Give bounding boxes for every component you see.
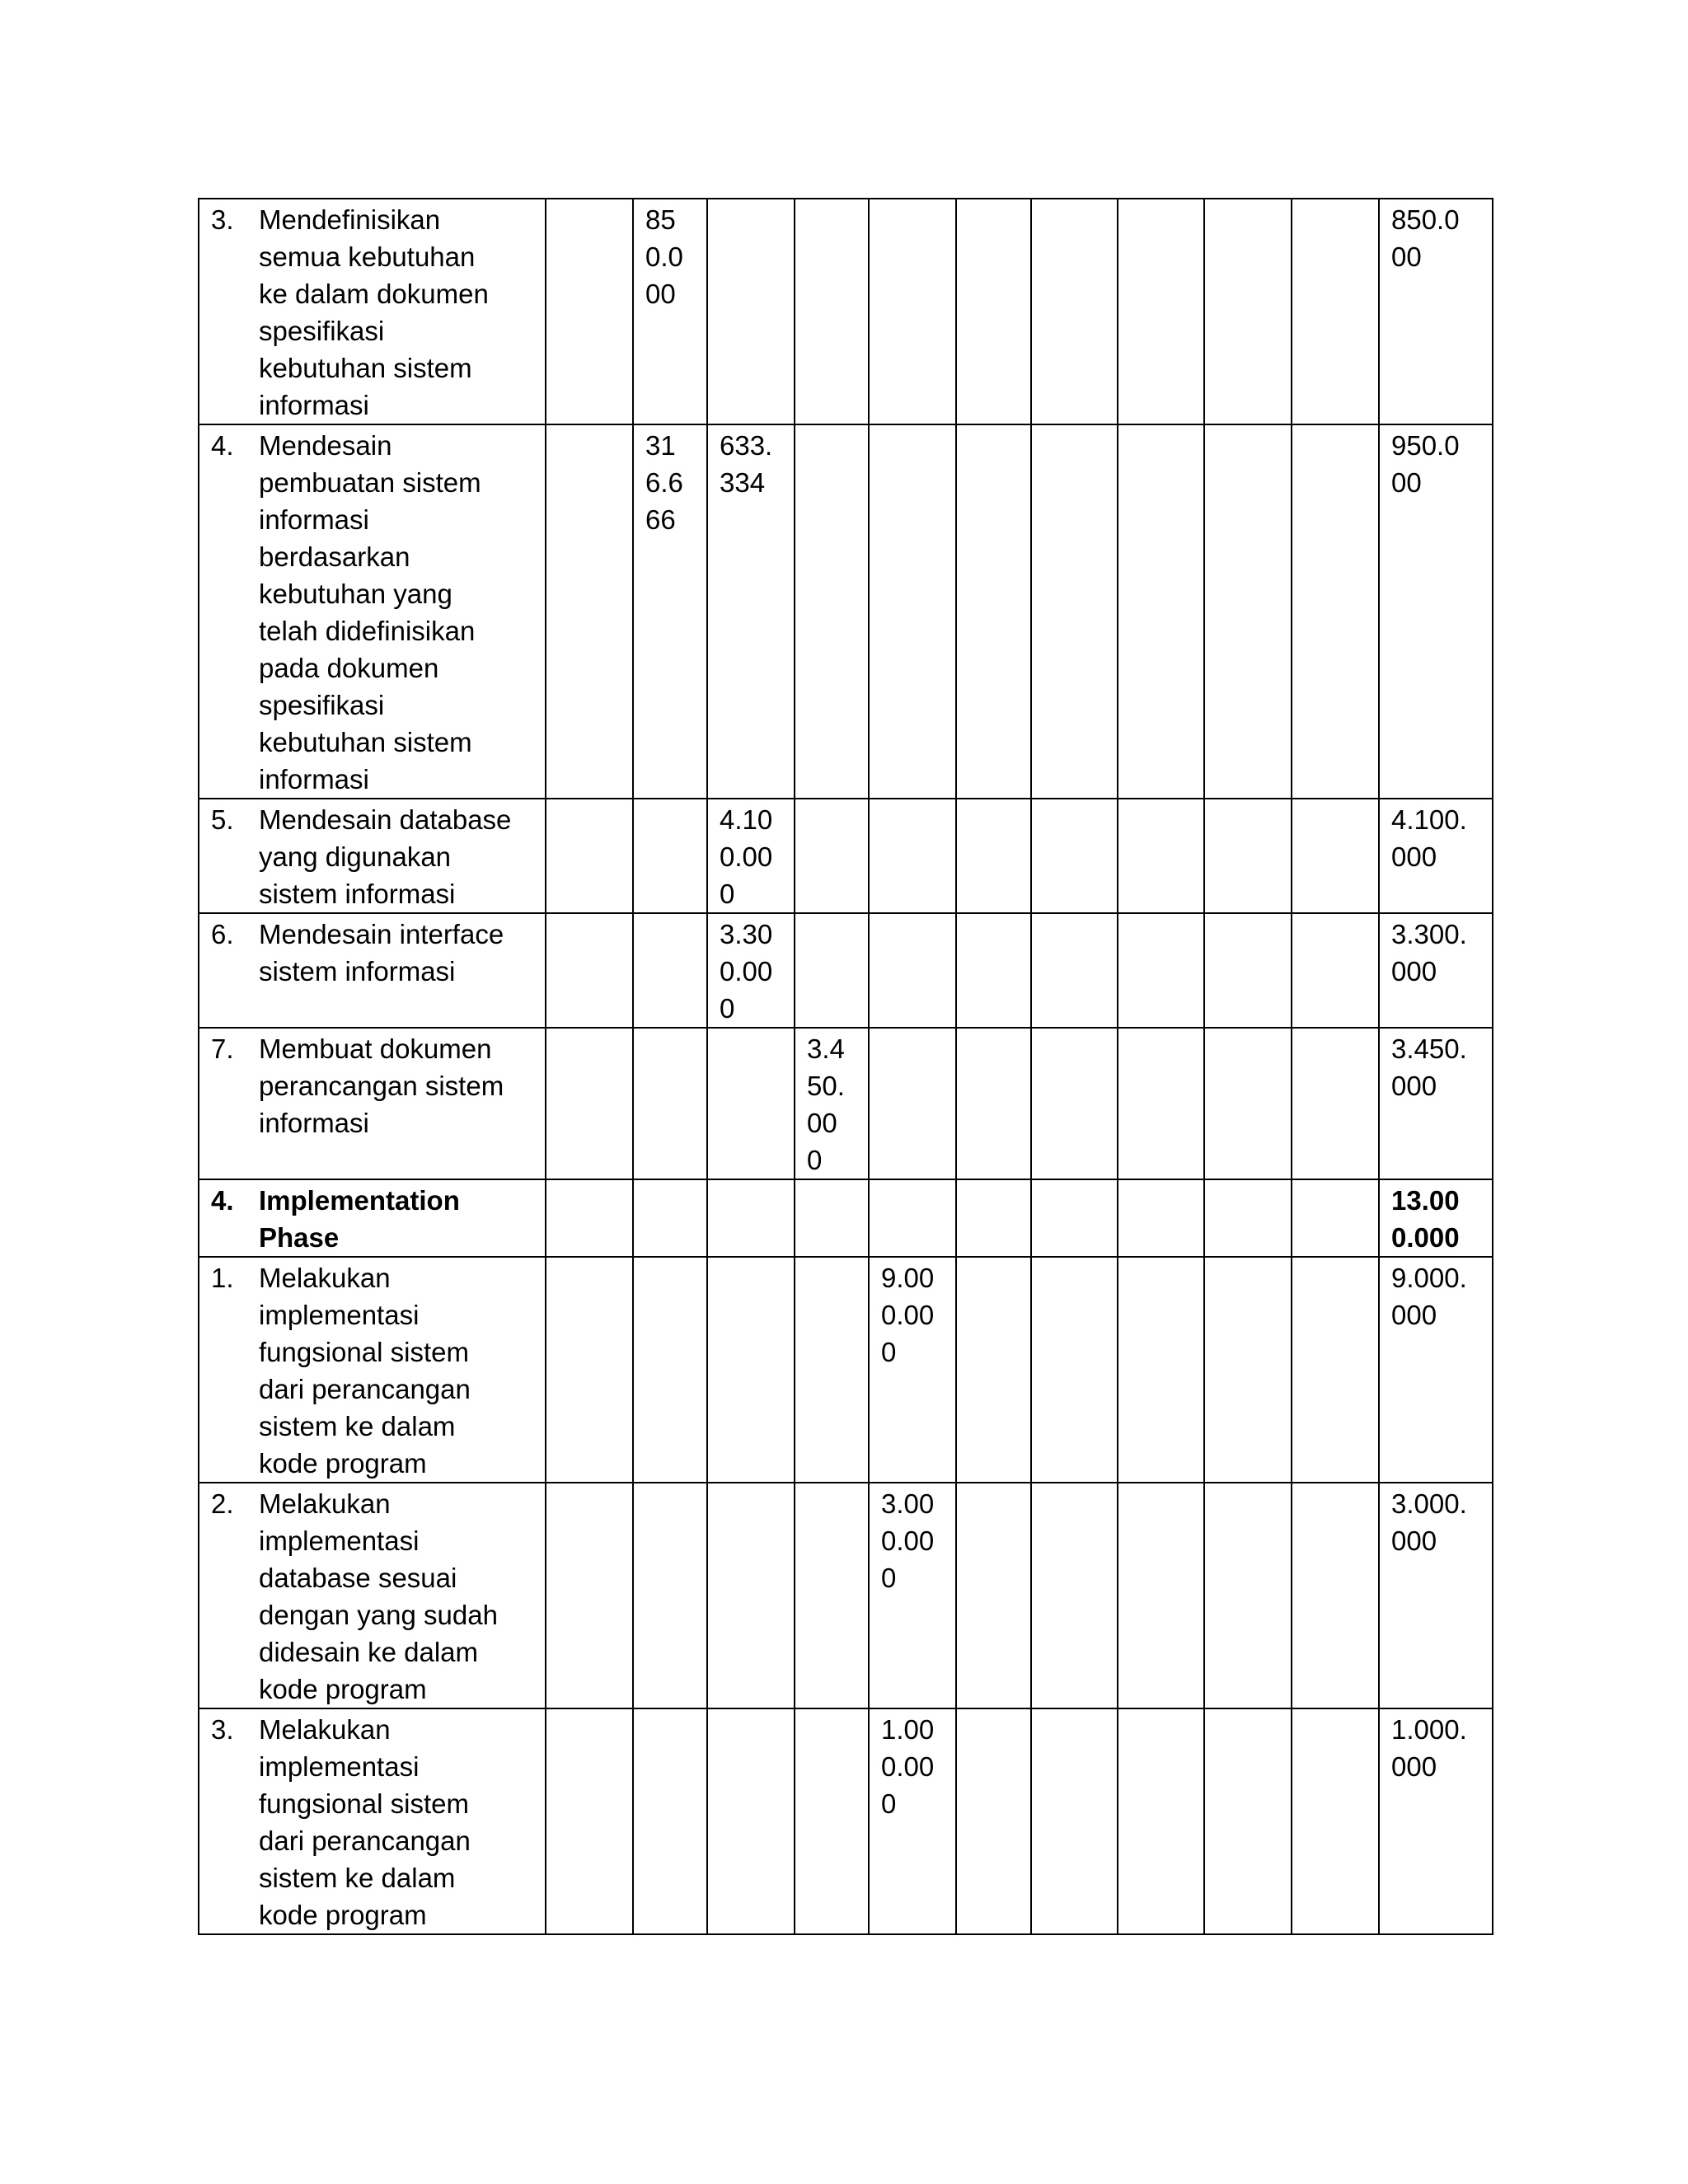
- activity-cell: [199, 913, 546, 1028]
- period-cost-cell: [633, 1028, 707, 1179]
- period-cost-cell: [1292, 199, 1379, 424]
- period-cost-cell: [956, 799, 1031, 913]
- period-cost-cell: 1.00 0.00 0: [869, 1708, 956, 1934]
- item-number: 5.: [211, 804, 234, 835]
- period-cost-cell: [1204, 1028, 1292, 1179]
- activity-description: Mendesain pembuatan sistem informasi berdasarkan kebutuhan yang telah didefinisikan pada dokumen spesifikasi kebutuhan sistem informasi: [259, 430, 481, 794]
- period-cost-cell: [956, 1179, 1031, 1257]
- period-cost-cell: [1204, 1483, 1292, 1708]
- activity-description: Mendesain database yang digunakan sistem informasi: [259, 804, 512, 909]
- period-cost-cell: [1118, 1708, 1204, 1934]
- table-row: [199, 424, 1493, 799]
- total-cost-cell: 4.100. 000: [1379, 799, 1493, 913]
- period-cost-cell: 3.30 0.00 0: [707, 913, 795, 1028]
- period-cost-cell: [869, 424, 956, 799]
- period-cost-cell: [1292, 1483, 1379, 1708]
- total-cost-cell: 950.0 00: [1379, 424, 1493, 799]
- period-cost-cell: 9.00 0.00 0: [869, 1257, 956, 1483]
- period-cost-cell: [1204, 424, 1292, 799]
- period-cost-cell: [546, 1708, 633, 1934]
- period-cost-cell: [956, 913, 1031, 1028]
- table-row: [199, 1708, 1493, 1934]
- period-cost-cell: [707, 1179, 795, 1257]
- period-cost-cell: [1292, 1028, 1379, 1179]
- period-cost-cell: [1292, 1179, 1379, 1257]
- period-cost-cell: [956, 424, 1031, 799]
- period-cost-cell: [707, 199, 795, 424]
- table-row: [199, 199, 1493, 424]
- period-cost-cell: [795, 913, 869, 1028]
- period-cost-cell: [1204, 199, 1292, 424]
- period-cost-cell: [1031, 1028, 1118, 1179]
- period-cost-cell: [956, 1708, 1031, 1934]
- table-row: [199, 1179, 1493, 1257]
- period-cost-cell: [546, 1028, 633, 1179]
- period-cost-cell: [1292, 424, 1379, 799]
- period-cost-cell: [1204, 1708, 1292, 1934]
- item-number: 3.: [211, 204, 234, 235]
- period-cost-cell: [1031, 913, 1118, 1028]
- period-cost-cell: [1031, 1708, 1118, 1934]
- period-cost-cell: [1204, 1257, 1292, 1483]
- table-row: [199, 913, 1493, 1028]
- period-cost-cell: [707, 1028, 795, 1179]
- period-cost-cell: [546, 424, 633, 799]
- period-cost-cell: [795, 1708, 869, 1934]
- period-cost-cell: [1118, 799, 1204, 913]
- period-cost-cell: [546, 1179, 633, 1257]
- period-cost-cell: [1292, 913, 1379, 1028]
- period-cost-cell: [869, 1179, 956, 1257]
- period-cost-cell: [1031, 1483, 1118, 1708]
- table-body: [199, 199, 1493, 1934]
- period-cost-cell: 3.00 0.00 0: [869, 1483, 956, 1708]
- period-cost-cell: [1292, 1708, 1379, 1934]
- budget-table: [198, 198, 1493, 1935]
- total-cost-cell: 3.000. 000: [1379, 1483, 1493, 1708]
- period-cost-cell: [956, 1483, 1031, 1708]
- total-cost-cell: 9.000. 000: [1379, 1257, 1493, 1483]
- period-cost-cell: [1292, 1257, 1379, 1483]
- period-cost-cell: [1118, 1179, 1204, 1257]
- item-number: 4.: [211, 430, 234, 461]
- total-cost-cell: 13.00 0.000: [1379, 1179, 1493, 1257]
- total-cost-cell: 1.000. 000: [1379, 1708, 1493, 1934]
- total-cost-cell: 850.0 00: [1379, 199, 1493, 424]
- activity-cell: [199, 1257, 546, 1483]
- period-cost-cell: [795, 199, 869, 424]
- period-cost-cell: [1118, 1028, 1204, 1179]
- period-cost-cell: [795, 1483, 869, 1708]
- period-cost-cell: [1031, 199, 1118, 424]
- period-cost-cell: [1118, 424, 1204, 799]
- period-cost-cell: [633, 913, 707, 1028]
- period-cost-cell: [1292, 799, 1379, 913]
- period-cost-cell: [633, 1179, 707, 1257]
- period-cost-cell: [707, 1257, 795, 1483]
- period-cost-cell: [1118, 1483, 1204, 1708]
- activity-cell: [199, 1483, 546, 1708]
- period-cost-cell: [869, 1028, 956, 1179]
- period-cost-cell: [1031, 424, 1118, 799]
- period-cost-cell: [546, 1257, 633, 1483]
- activity-cell: [199, 424, 546, 799]
- table-row: [199, 1028, 1493, 1179]
- activity-cell: [199, 1179, 546, 1257]
- period-cost-cell: [1118, 1257, 1204, 1483]
- period-cost-cell: [869, 199, 956, 424]
- item-number: 7.: [211, 1033, 234, 1064]
- period-cost-cell: [633, 799, 707, 913]
- activity-description: Membuat dokumen perancangan sistem informasi: [259, 1033, 504, 1138]
- period-cost-cell: [1204, 913, 1292, 1028]
- period-cost-cell: [956, 1257, 1031, 1483]
- period-cost-cell: 31 6.6 66: [633, 424, 707, 799]
- item-number: 1.: [211, 1263, 234, 1293]
- period-cost-cell: [869, 913, 956, 1028]
- period-cost-cell: [956, 1028, 1031, 1179]
- item-number: 2.: [211, 1488, 234, 1519]
- total-cost-cell: 3.450. 000: [1379, 1028, 1493, 1179]
- activity-description: Melakukan implementasi fungsional sistem dari perancangan sistem ke dalam kode program: [259, 1714, 471, 1930]
- period-cost-cell: [707, 1483, 795, 1708]
- period-cost-cell: [633, 1257, 707, 1483]
- period-cost-cell: 4.10 0.00 0: [707, 799, 795, 913]
- period-cost-cell: [546, 199, 633, 424]
- period-cost-cell: [795, 799, 869, 913]
- period-cost-cell: [1031, 799, 1118, 913]
- item-number: 3.: [211, 1714, 234, 1745]
- period-cost-cell: [1118, 913, 1204, 1028]
- period-cost-cell: [956, 199, 1031, 424]
- period-cost-cell: [1204, 799, 1292, 913]
- table-row: [199, 1257, 1493, 1483]
- activity-description: Mendesain interface sistem informasi: [259, 919, 504, 987]
- period-cost-cell: [546, 1483, 633, 1708]
- activity-description: Mendefinisikan semua kebutuhan ke dalam dokumen spesifikasi kebutuhan sistem informasi: [259, 204, 489, 420]
- activity-cell: [199, 799, 546, 913]
- period-cost-cell: [1031, 1257, 1118, 1483]
- activity-description: Implementation Phase: [259, 1185, 460, 1253]
- period-cost-cell: [707, 1708, 795, 1934]
- period-cost-cell: [1204, 1179, 1292, 1257]
- activity-description: Melakukan implementasi fungsional sistem dari perancangan sistem ke dalam kode program: [259, 1263, 471, 1479]
- item-number: 6.: [211, 919, 234, 949]
- period-cost-cell: [1031, 1179, 1118, 1257]
- period-cost-cell: [1118, 199, 1204, 424]
- period-cost-cell: [633, 1708, 707, 1934]
- table-row: [199, 799, 1493, 913]
- period-cost-cell: [795, 1179, 869, 1257]
- item-number: 4.: [211, 1185, 234, 1216]
- period-cost-cell: [633, 1483, 707, 1708]
- period-cost-cell: 3.4 50. 00 0: [795, 1028, 869, 1179]
- period-cost-cell: 85 0.0 00: [633, 199, 707, 424]
- activity-cell: [199, 1028, 546, 1179]
- period-cost-cell: [795, 424, 869, 799]
- period-cost-cell: [546, 799, 633, 913]
- table-row: [199, 1483, 1493, 1708]
- period-cost-cell: [795, 1257, 869, 1483]
- period-cost-cell: [869, 799, 956, 913]
- total-cost-cell: 3.300. 000: [1379, 913, 1493, 1028]
- period-cost-cell: 633. 334: [707, 424, 795, 799]
- period-cost-cell: [546, 913, 633, 1028]
- activity-description: Melakukan implementasi database sesuai dengan yang sudah didesain ke dalam kode program: [259, 1488, 498, 1704]
- activity-cell: [199, 199, 546, 424]
- activity-cell: [199, 1708, 546, 1934]
